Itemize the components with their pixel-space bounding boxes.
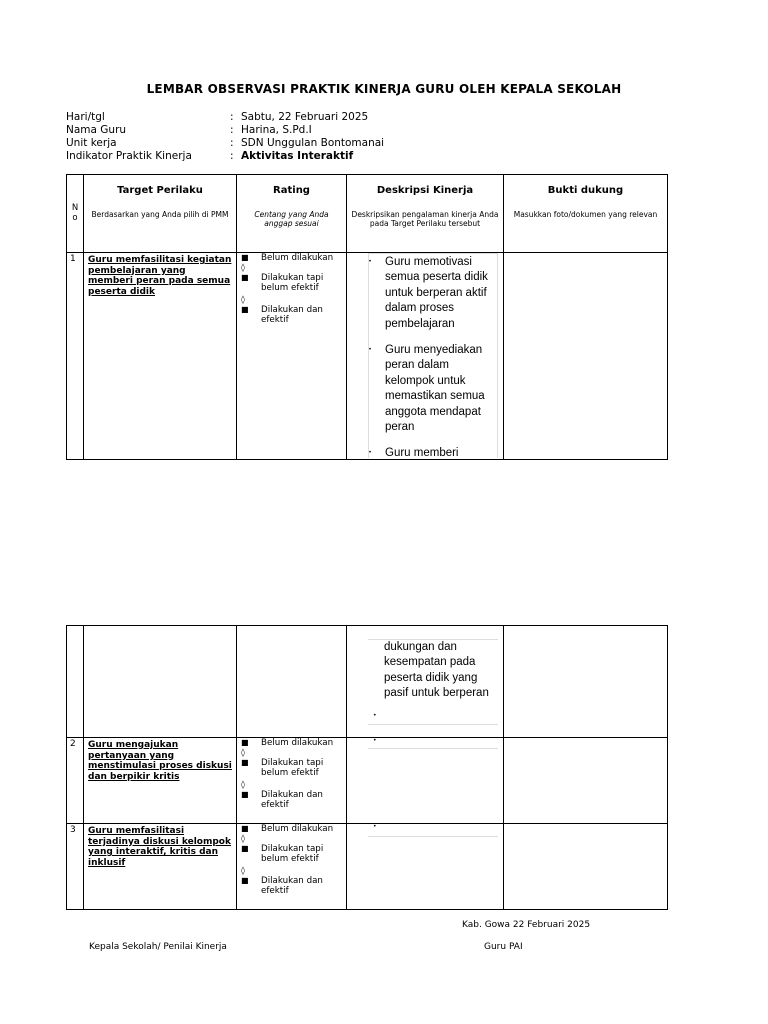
desc-item-continued: dukungan dan kesempatan pada peserta didik yang pasif untuk berperan bbox=[384, 641, 489, 700]
desc-textbox[interactable] bbox=[368, 738, 498, 749]
desc-textbox[interactable] bbox=[368, 824, 498, 837]
header-rating-sub: Centang yang Anda anggap sesuai bbox=[254, 210, 329, 228]
header-target bbox=[84, 175, 237, 253]
rating-options[interactable] bbox=[237, 253, 346, 325]
observation-table-part2 bbox=[66, 625, 668, 910]
separator-icon: ◊ bbox=[241, 263, 245, 272]
row-no-cell bbox=[67, 253, 84, 460]
place-date: Kab. Gowa 22 Februari 2025 bbox=[462, 920, 591, 930]
checkbox-icon[interactable]: ■ bbox=[241, 253, 249, 262]
header-desc-sub: Deskripsikan pengalaman kinerja Anda pada Target Perilaku tersebut bbox=[351, 210, 499, 228]
desc-bullet-icon: • bbox=[373, 823, 377, 830]
rating-cell bbox=[237, 626, 347, 738]
signature-right: Guru PAI bbox=[484, 942, 523, 952]
rating-option-belum[interactable]: ■ Belum dilakukan bbox=[241, 824, 334, 834]
bukti-cell[interactable] bbox=[504, 253, 668, 460]
row-no-cell bbox=[67, 626, 84, 738]
target-cell bbox=[84, 738, 237, 824]
desc-textbox[interactable] bbox=[368, 639, 498, 725]
row-number: 2 bbox=[70, 739, 76, 749]
desc-cell[interactable] bbox=[347, 824, 504, 910]
rating-option-efektif[interactable]: ■ Dilakukan dan efektif bbox=[241, 790, 323, 810]
meta-value-date: Sabtu, 22 Februari 2025 bbox=[241, 111, 369, 123]
observation-table-part1 bbox=[66, 174, 668, 460]
rating-cell[interactable] bbox=[237, 738, 347, 824]
meta-colon: : bbox=[230, 137, 234, 149]
target-behavior: Guru memfasilitasi terjadinya diskusi kelompok yang interaktif, kritis dan inklusif bbox=[88, 826, 231, 868]
table-row bbox=[67, 738, 668, 824]
header-desc-title: Deskripsi Kinerja bbox=[376, 185, 474, 196]
target-cell bbox=[84, 626, 237, 738]
desc-item: • Guru menyediakan peran dalam kelompok untuk memastikan semua anggota mendapat peran bbox=[369, 344, 485, 434]
rating-option-tapi[interactable]: ■ Dilakukan tapi belum efektif bbox=[241, 758, 324, 778]
header-bukti-title: Bukti dukung bbox=[547, 185, 624, 196]
rating-options[interactable] bbox=[237, 738, 346, 810]
rating-options[interactable] bbox=[237, 824, 346, 896]
desc-cell[interactable] bbox=[347, 626, 504, 738]
checkbox-icon[interactable]: ■ bbox=[241, 824, 249, 833]
rating-cell[interactable] bbox=[237, 824, 347, 910]
row-number: 3 bbox=[70, 825, 76, 835]
separator-icon: ◊ bbox=[241, 780, 245, 789]
rating-option-efektif[interactable]: ■ Dilakukan dan efektif bbox=[241, 305, 323, 325]
checkbox-icon[interactable]: ■ bbox=[241, 790, 249, 799]
desc-item: • Guru memberi bbox=[369, 447, 459, 460]
meta-value-indicator: Aktivitas Interaktif bbox=[241, 150, 354, 162]
rating-cell[interactable] bbox=[237, 253, 347, 460]
separator-icon: ◊ bbox=[241, 295, 245, 304]
rating-option-efektif[interactable]: ■ Dilakukan dan efektif bbox=[241, 876, 323, 896]
signature-left: Kepala Sekolah/ Penilai Kinerja bbox=[89, 942, 227, 952]
table-row bbox=[67, 253, 668, 460]
table-row bbox=[67, 824, 668, 910]
target-behavior: Guru mengajukan pertanyaan yang menstimulasi proses diskusi dan berpikir kritis bbox=[88, 740, 232, 782]
desc-textbox[interactable] bbox=[368, 253, 498, 458]
checkbox-icon[interactable]: ■ bbox=[241, 305, 249, 314]
separator-icon: ◊ bbox=[241, 834, 245, 843]
checkbox-icon[interactable]: ■ bbox=[241, 844, 249, 853]
meta-colon: : bbox=[230, 111, 234, 123]
header-target-title: Target Perilaku bbox=[117, 185, 203, 196]
rating-option-tapi[interactable]: ■ Dilakukan tapi belum efektif bbox=[241, 273, 324, 293]
target-behavior: Guru memfasilitasi kegiatan pembelajaran yang memberi peran pada semua peserta didik bbox=[88, 255, 232, 297]
bukti-cell[interactable] bbox=[504, 626, 668, 738]
header-rating-title: Rating bbox=[273, 185, 310, 196]
meta-colon: : bbox=[230, 150, 234, 162]
target-cell bbox=[84, 824, 237, 910]
header-rating bbox=[237, 175, 347, 253]
table-header-row bbox=[67, 175, 668, 253]
bukti-cell[interactable] bbox=[504, 824, 668, 910]
checkbox-icon[interactable]: ■ bbox=[241, 758, 249, 767]
checkbox-icon[interactable]: ■ bbox=[241, 273, 249, 282]
bukti-cell[interactable] bbox=[504, 738, 668, 824]
checkbox-icon[interactable]: ■ bbox=[241, 738, 249, 747]
header-bukti-sub: Masukkan foto/dokumen yang relevan bbox=[513, 210, 658, 219]
meta-value-teacher: Harina, S.Pd.I bbox=[241, 124, 312, 136]
meta-label-unit: Unit kerja bbox=[66, 137, 117, 149]
separator-icon: ◊ bbox=[241, 866, 245, 875]
row-number: 1 bbox=[70, 254, 76, 264]
header-target-sub: Berdasarkan yang Anda pilih di PMM bbox=[91, 210, 229, 219]
desc-cell[interactable] bbox=[347, 253, 504, 460]
meta-colon: : bbox=[230, 124, 234, 136]
checkbox-icon[interactable]: ■ bbox=[241, 876, 249, 885]
meta-value-unit: SDN Unggulan Bontomanai bbox=[241, 137, 385, 149]
rating-option-belum[interactable]: ■ Belum dilakukan bbox=[241, 738, 334, 748]
row-no-cell bbox=[67, 738, 84, 824]
meta-label-indicator: Indikator Praktik Kinerja bbox=[66, 150, 192, 162]
header-desc bbox=[347, 175, 504, 253]
separator-icon: ◊ bbox=[241, 748, 245, 757]
rating-option-belum[interactable]: ■ Belum dilakukan bbox=[241, 253, 334, 263]
rating-option-tapi[interactable]: ■ Dilakukan tapi belum efektif bbox=[241, 844, 324, 864]
desc-bullet-icon: • bbox=[373, 712, 377, 719]
table-row-continued bbox=[67, 626, 668, 738]
document-title: LEMBAR OBSERVASI PRAKTIK KINERJA GURU OLEH KEPALA SEKOLAH bbox=[146, 82, 622, 96]
header-no: N o bbox=[67, 175, 84, 253]
desc-item: • Guru memotivasi semua peserta didik untuk berperan aktif dalam proses pembelajaran bbox=[369, 256, 488, 330]
row-no-cell bbox=[67, 824, 84, 910]
meta-label-teacher: Nama Guru bbox=[66, 124, 127, 136]
header-bukti bbox=[504, 175, 668, 253]
target-cell bbox=[84, 253, 237, 460]
desc-bullet-icon: • bbox=[373, 737, 377, 744]
meta-label-date: Hari/tgl bbox=[66, 111, 105, 123]
desc-cell[interactable] bbox=[347, 738, 504, 824]
